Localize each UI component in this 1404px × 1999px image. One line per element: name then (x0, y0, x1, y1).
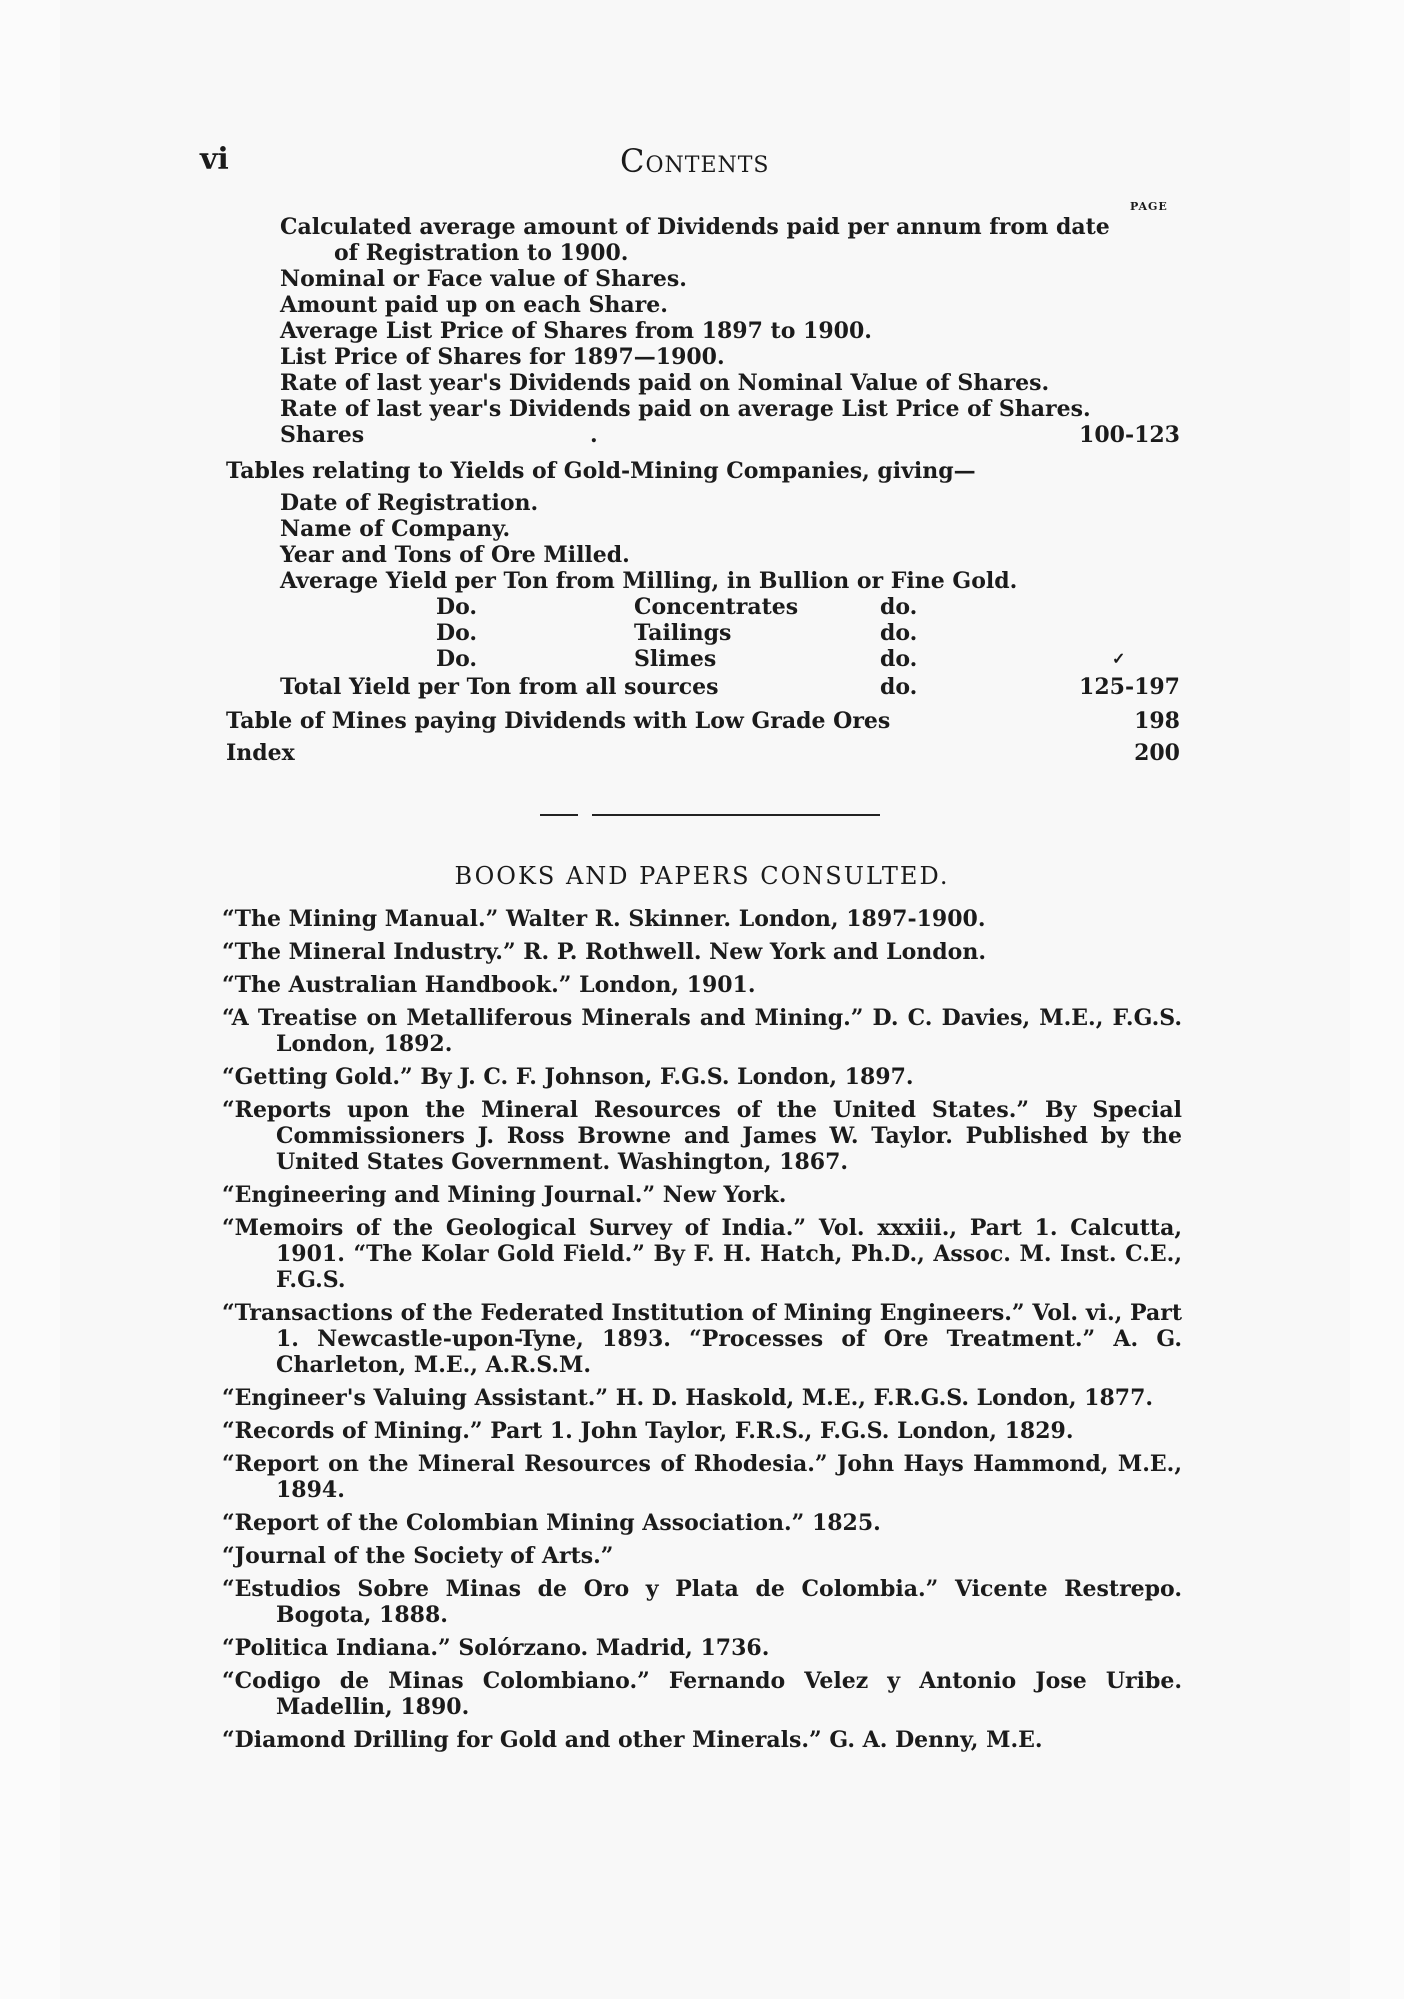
contents-item: Rate of last year's Dividends paid on Nominal Value of Shares. (280, 370, 1050, 396)
book-entry: “The Australian Handbook.” London, 1901. (222, 972, 756, 998)
do-cell: Do. (436, 594, 478, 620)
contents-item: Name of Company. (280, 516, 511, 542)
contents-item: Amount paid up on each Share. (280, 292, 668, 318)
tick-mark: ✓ (1112, 649, 1126, 668)
do-cell: Do. (436, 620, 478, 646)
books-list (222, 906, 1182, 1760)
contents-item: Year and Tons of Ore Milled. (280, 542, 630, 568)
contents-item: Calculated average amount of Dividends paid per annum from date (280, 214, 1110, 240)
book-entry: “Report of the Colombian Mining Association.” 1825. (222, 1510, 881, 1536)
book-entry: “Engineering and Mining Journal.” New York. (222, 1182, 787, 1208)
leader-dot: . (590, 422, 598, 448)
book-entry: “Diamond Drilling for Gold and other Minerals.” G. A. Denny, M.E. (222, 1727, 1043, 1753)
do-cell: do. (880, 594, 918, 620)
contents-item: of Registration to 1900. (334, 240, 629, 266)
page-ref: 200 (1134, 740, 1180, 766)
contents-item: Rate of last year's Dividends paid on average List Price of Shares. (280, 396, 1091, 422)
book-entry: “The Mineral Industry.” R. P. Rothwell. New York and London. (222, 939, 986, 965)
running-header (200, 142, 1200, 182)
contents-item: Date of Registration. (280, 490, 539, 516)
contents-entry-yields: Tables relating to Yields of Gold-Mining Companies, giving— (226, 458, 976, 484)
book-entry: “Records of Mining.” Part 1. John Taylor, F.R.S., F.G.S. London, 1829. (222, 1418, 1074, 1444)
page-ref: 100-123 (1079, 422, 1180, 448)
contents-item: List Price of Shares for 1897—1900. (280, 344, 725, 370)
do-cell: Tailings (634, 620, 732, 646)
page-ref: 125-197 (1079, 674, 1180, 700)
contents-item: Total Yield per Ton from all sources (280, 674, 719, 700)
section-heading: BOOKS AND PAPERS CONSULTED. (454, 862, 950, 890)
book-entry: “Report on the Mineral Resources of Rhodesia.” John Hays Hammond, M.E., 1894. (222, 1451, 1182, 1503)
contents-item: Average Yield per Ton from Milling, in Bullion or Fine Gold. (280, 568, 1018, 594)
book-entry: “Engineer's Valuing Assistant.” H. D. Haskold, M.E., F.R.G.S. London, 1877. (222, 1385, 1154, 1411)
book-entry: “Codigo de Minas Colombiano.” Fernando Velez y Antonio Jose Uribe. Madellin, 1890. (222, 1668, 1182, 1720)
book-entry: “Memoirs of the Geological Survey of India.” Vol. xxxiii., Part 1. Calcutta, 1901. “The Kolar Gold Field.” By F. H. Hatch, Ph.D., Assoc. M. Inst. C.E., F.G.S. (222, 1215, 1182, 1293)
contents-entry-low-grade: Table of Mines paying Dividends with Low Grade Ores (226, 708, 891, 734)
divider-gap (578, 812, 592, 818)
book-entry: “Estudios Sobre Minas de Oro y Plata de Colombia.” Vicente Restrepo. Bogota, 1888. (222, 1576, 1182, 1628)
contents-entry-index: Index (226, 740, 295, 766)
do-cell: Do. (436, 646, 478, 672)
book-entry: “Politica Indiana.” Solórzano. Madrid, 1736. (222, 1635, 770, 1661)
page-column-label: PAGE (1130, 200, 1168, 213)
contents-item: Nominal or Face value of Shares. (280, 266, 687, 292)
page-number: vi (200, 142, 229, 177)
do-cell: do. (880, 646, 918, 672)
do-cell: do. (880, 674, 918, 700)
book-entry: “A Treatise on Metalliferous Minerals and Mining.” D. C. Davies, M.E., F.G.S. London, 1892. (222, 1005, 1182, 1057)
book-entry: “Reports upon the Mineral Resources of the United States.” By Special Commissioners J. Ross Browne and James W. Taylor. Published by the United States Government. Washington, 1867. (222, 1097, 1182, 1175)
book-entry: “Getting Gold.” By J. C. F. Johnson, F.G.S. London, 1897. (222, 1064, 914, 1090)
page-title: Contents (620, 142, 770, 180)
book-entry: “Journal of the Society of Arts.” (222, 1543, 614, 1569)
contents-entry-shares: Shares (280, 422, 365, 448)
book-entry: “The Mining Manual.” Walter R. Skinner. London, 1897-1900. (222, 906, 986, 932)
do-cell: do. (880, 620, 918, 646)
contents-item: Average List Price of Shares from 1897 to 1900. (280, 318, 872, 344)
book-entry: “Transactions of the Federated Institution of Mining Engineers.” Vol. vi., Part 1. Newcastle-upon-Tyne, 1893. “Processes of Ore Treatment.” A. G. Charleton, M.E., A.R.S.M. (222, 1300, 1182, 1378)
page-ref: 198 (1134, 708, 1180, 734)
do-cell: Slimes (634, 646, 717, 672)
do-cell: Concentrates (634, 594, 799, 620)
